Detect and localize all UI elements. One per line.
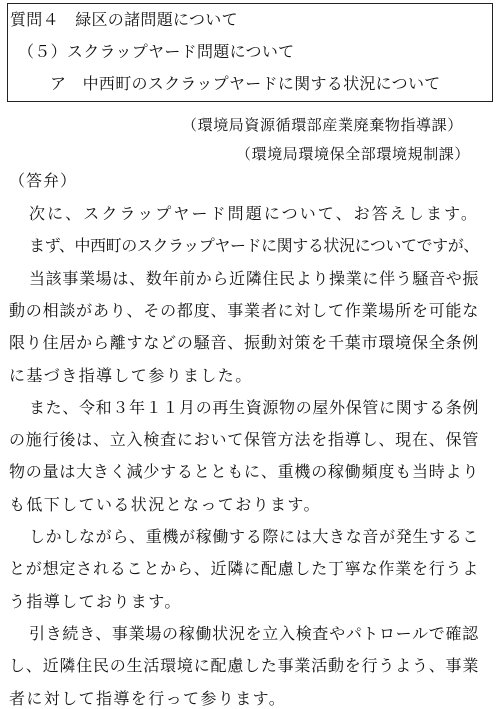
answer-line: 引き続き、事業場の稼働状況を立入検査やパトロールで確認 — [29, 623, 479, 643]
department-environmental-regulation: （環境局環境保全部環境規制課） — [236, 145, 471, 163]
answer-line: う指導しております。 — [9, 591, 182, 611]
answer-line: とが想定されることから、近隣に配慮した丁寧な作業を行うよ — [9, 559, 480, 579]
answer-line: し、近隣住民の生活環境に配慮した事業活動を行うよう、事業 — [9, 656, 480, 676]
answer-line: しかしながら、重機が稼働する際には大きな音が発生するこ — [29, 527, 480, 546]
question-box — [7, 3, 493, 102]
answer-line: 当該事業場は、数年前から近隣住民より操業に伴う騒音や振 — [29, 268, 480, 288]
question-item: ア 中西町のスクラップヤードに関する状況について — [50, 74, 441, 93]
answer-line: の施行後は、立入検査において保管方法を指導し、現在、保管 — [9, 430, 480, 450]
answer-line: 物の量は大きく減少するとともに、重機の稼働頻度も当時より — [9, 462, 480, 482]
question-subtopic: （５）スクラップヤード問題について — [18, 42, 295, 61]
answer-line: 者に対して指導を行って参ります。 — [9, 688, 287, 708]
answer-line: も低下している状況となっております。 — [9, 494, 321, 514]
answer-line: 次に、スクラップヤード問題について、お答えします。 — [29, 204, 480, 223]
question-number: 質問４ 緑区の諸問題について — [10, 10, 238, 29]
answer-line: 動の相談があり、その都度、事業者に対して作業場所を可能な — [9, 300, 480, 320]
answer-heading: （答弁） — [9, 171, 78, 190]
answer-line: に基づき指導して参りました。 — [9, 365, 253, 385]
department-industrial-waste: （環境局資源循環部産業廃棄物指導課） — [182, 116, 463, 134]
answer-line: 限り住居から離すなどの騒音、振動対策を千葉市環境保全条例 — [9, 333, 480, 353]
answer-line: まず、中西町のスクラップヤードに関する状況についてですが、 — [29, 236, 479, 256]
answer-line: また、令和３年１１月の再生資源物の屋外保管に関する条例 — [29, 397, 480, 417]
